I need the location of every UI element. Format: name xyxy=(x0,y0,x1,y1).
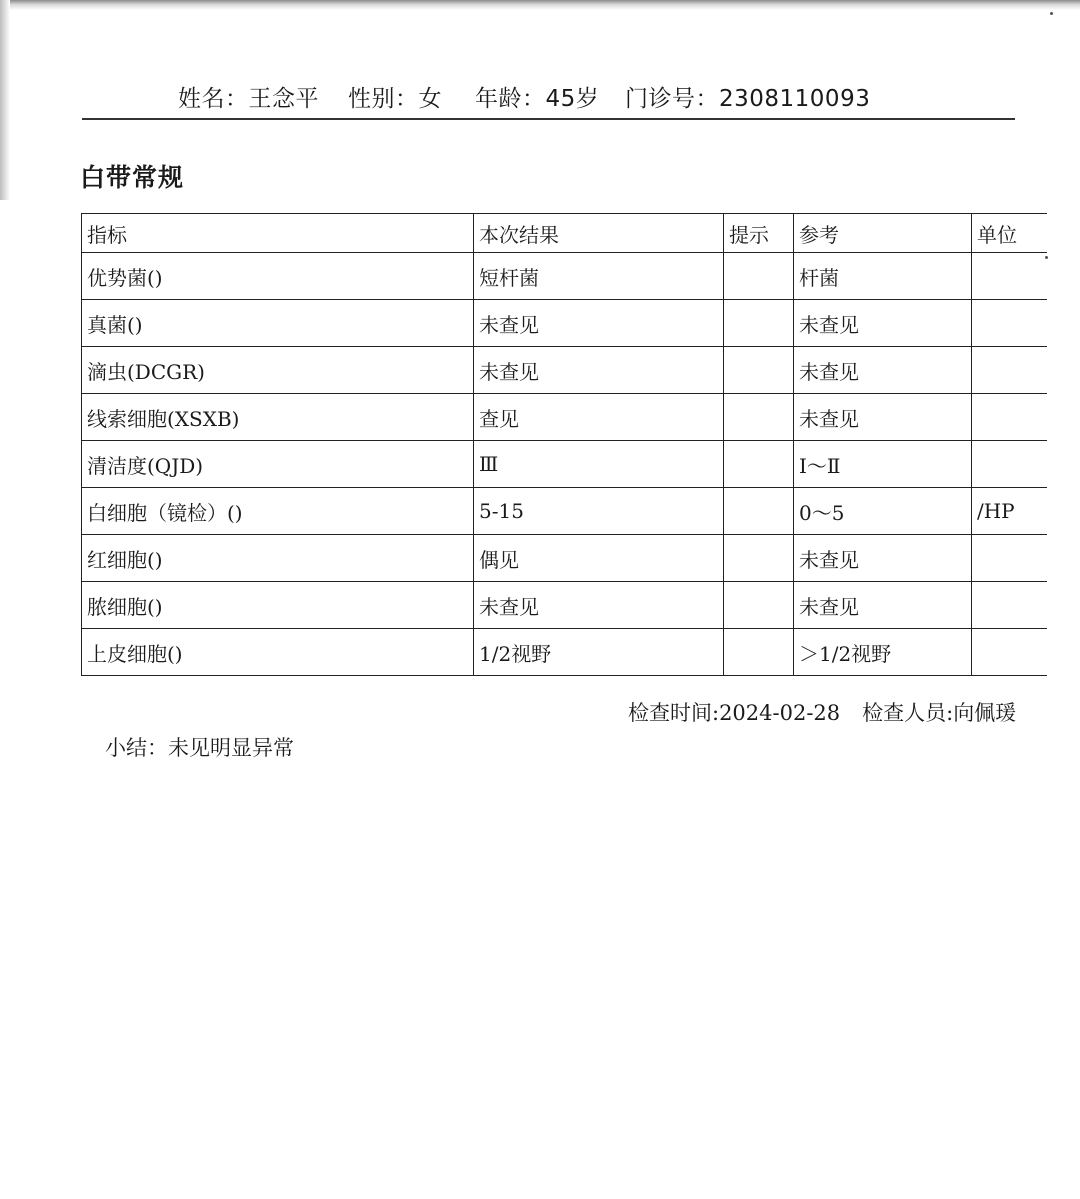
table-row xyxy=(82,441,1048,488)
cell-flag xyxy=(724,582,794,629)
cell-reference: 未查见 xyxy=(794,300,972,347)
results-table xyxy=(81,213,1047,676)
table-header-row xyxy=(82,214,1048,253)
table-row xyxy=(82,582,1048,629)
patient-name: 姓名：王念平 xyxy=(178,86,319,112)
cell-result: 未查见 xyxy=(474,347,724,394)
examiner: 检查人员:向佩瑗 xyxy=(862,701,1017,725)
photo-left-edge xyxy=(0,0,10,200)
header-unit: 单位 xyxy=(972,214,1048,253)
exam-meta xyxy=(628,697,1016,727)
cell-item: 红细胞() xyxy=(82,535,474,582)
cell-flag xyxy=(724,441,794,488)
cell-item: 白细胞（镜检）() xyxy=(82,488,474,535)
cell-result: 5-15 xyxy=(474,488,724,535)
table-row xyxy=(82,300,1048,347)
cell-item: 清洁度(QJD) xyxy=(82,441,474,488)
cell-unit: /HP xyxy=(972,488,1048,535)
patient-sex: 性别：女 xyxy=(348,86,442,112)
exam-time: 检查时间:2024-02-28 xyxy=(628,701,841,725)
cell-flag xyxy=(724,347,794,394)
cell-item: 上皮细胞() xyxy=(82,629,474,676)
patient-info xyxy=(178,80,870,113)
header-flag: 提示 xyxy=(724,214,794,253)
header-result: 本次结果 xyxy=(474,214,724,253)
cell-item: 优势菌() xyxy=(82,253,474,300)
cell-reference: 未查见 xyxy=(794,582,972,629)
cell-result: 偶见 xyxy=(474,535,724,582)
header-reference: 参考 xyxy=(794,214,972,253)
table-row xyxy=(82,347,1048,394)
cell-unit xyxy=(972,629,1048,676)
table-row xyxy=(82,629,1048,676)
speck xyxy=(1050,12,1053,15)
table-row xyxy=(82,488,1048,535)
cell-reference: 未查见 xyxy=(794,394,972,441)
photo-top-edge xyxy=(0,0,1080,10)
cell-flag xyxy=(724,629,794,676)
cell-item: 线索细胞(XSXB) xyxy=(82,394,474,441)
cell-flag xyxy=(724,394,794,441)
cell-item: 真菌() xyxy=(82,300,474,347)
header-divider xyxy=(82,118,1015,120)
cell-flag xyxy=(724,253,794,300)
cell-unit xyxy=(972,535,1048,582)
cell-flag xyxy=(724,488,794,535)
section-title: 白带常规 xyxy=(80,163,185,192)
cell-result: 未查见 xyxy=(474,582,724,629)
cell-unit xyxy=(972,394,1048,441)
cell-result: 1/2视野 xyxy=(474,629,724,676)
cell-unit xyxy=(972,347,1048,394)
cell-unit xyxy=(972,300,1048,347)
clinic-number: 门诊号：2308110093 xyxy=(625,86,871,112)
cell-unit xyxy=(972,441,1048,488)
cell-reference: ＞1/2视野 xyxy=(794,629,972,676)
table-row xyxy=(82,535,1048,582)
cell-flag xyxy=(724,535,794,582)
cell-item: 脓细胞() xyxy=(82,582,474,629)
cell-result: 未查见 xyxy=(474,300,724,347)
patient-age: 年龄：45岁 xyxy=(475,86,600,112)
cell-result: Ⅲ xyxy=(474,441,724,488)
cell-reference: 未查见 xyxy=(794,347,972,394)
table-row xyxy=(82,394,1048,441)
cell-flag xyxy=(724,300,794,347)
table-row xyxy=(82,253,1048,300)
cell-reference: 未查见 xyxy=(794,535,972,582)
cell-reference: 杆菌 xyxy=(794,253,972,300)
cell-result: 短杆菌 xyxy=(474,253,724,300)
cell-item: 滴虫(DCGR) xyxy=(82,347,474,394)
cell-unit xyxy=(972,582,1048,629)
cell-reference: 0～5 xyxy=(794,488,972,535)
summary-text: 小结：未见明显异常 xyxy=(105,736,294,760)
cell-unit xyxy=(972,253,1048,300)
cell-reference: Ⅰ～Ⅱ xyxy=(794,441,972,488)
cell-result: 查见 xyxy=(474,394,724,441)
header-item: 指标 xyxy=(82,214,474,253)
